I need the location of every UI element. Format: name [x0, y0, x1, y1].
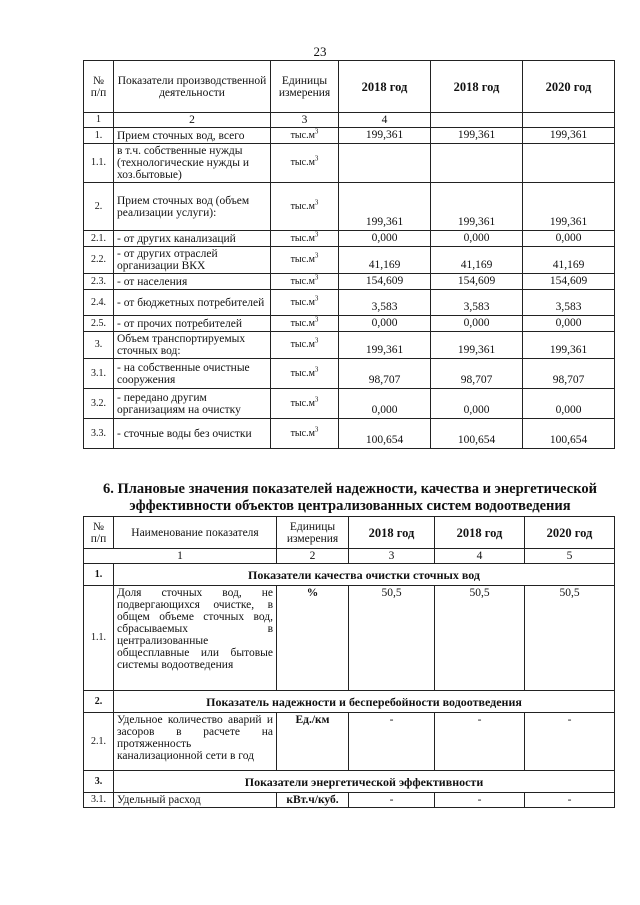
row-value-year-1: 50,5: [349, 586, 435, 691]
row-value-year-3: 41,169: [523, 247, 615, 274]
table-row: [84, 389, 615, 419]
unit-text: тыс.м: [290, 367, 315, 379]
table-row: [84, 183, 615, 231]
unit-superscript: 3: [314, 425, 319, 434]
unit-superscript: 3: [314, 315, 319, 324]
index-cell: 4: [435, 549, 525, 564]
row-indicator-name: - на собственные очистные сооружения: [114, 359, 271, 389]
row-value-year-2: 3,583: [431, 290, 523, 316]
row-value-year-2: 100,654: [431, 419, 523, 449]
row-indicator-name: - от прочих потребителей: [114, 316, 271, 332]
unit-text: тыс.м: [290, 339, 315, 350]
unit-text: тыс.м: [290, 254, 315, 265]
table-row: [84, 128, 615, 144]
unit-superscript: 3: [314, 336, 319, 345]
row-indicator-name: в т.ч. собственные нужды (технологические нужды и хоз.бытовые): [114, 144, 271, 183]
table-row: [84, 419, 615, 449]
table-row: [84, 247, 615, 274]
header-year-2: 2018 год: [431, 61, 523, 113]
table-row: [84, 713, 615, 771]
row-value-year-2: 0,000: [431, 389, 523, 419]
row-value-year-2: 0,000: [431, 316, 523, 332]
header-unit: Единицы измерения: [271, 61, 339, 113]
unit-text: тыс.м: [290, 232, 315, 244]
table-row: [84, 274, 615, 290]
table-row: [84, 144, 615, 183]
table-row: [84, 793, 615, 808]
row-value-year-3: 0,000: [523, 316, 615, 332]
row-indicator-name: - от населения: [114, 274, 271, 290]
row-number: 2.: [84, 183, 114, 231]
row-value-year-1: 98,707: [339, 359, 431, 389]
row-value-year-2: 199,361: [431, 332, 523, 359]
row-indicator-name: - от других отраслей организации ВКХ: [114, 247, 271, 274]
row-value-year-2: 154,609: [431, 274, 523, 290]
section-title: Показатели энергетической эффективности: [114, 771, 615, 793]
header-year-3: 2020 год: [525, 517, 615, 549]
section-header-row: [84, 691, 615, 713]
row-value-year-3: 154,609: [523, 274, 615, 290]
row-value-year-1: 199,361: [339, 332, 431, 359]
row-value-year-1: 0,000: [339, 389, 431, 419]
row-unit: Ед./км: [277, 713, 349, 771]
row-unit: [271, 359, 339, 389]
index-cell: [431, 113, 523, 128]
row-number: 3.3.: [84, 419, 114, 449]
row-value-year-1: 0,000: [339, 231, 431, 247]
header-num: № п/п: [84, 61, 114, 113]
section-header-row: [84, 771, 615, 793]
index-cell: 2: [277, 549, 349, 564]
row-value-year-2: 41,169: [431, 247, 523, 274]
row-indicator-name: Доля сточных вод, не подвергающихся очистке, в общем объеме сточных вод, сбрасываемых в централизованные общесплавные или бытовые системы водоотведения: [114, 586, 277, 691]
row-value-year-3: 0,000: [523, 389, 615, 419]
page-number: 23: [313, 44, 327, 59]
section-number: 1.: [84, 564, 114, 586]
row-value-year-2: 98,707: [431, 359, 523, 389]
index-cell: 3: [271, 113, 339, 128]
index-cell: 4: [339, 113, 431, 128]
row-unit: [271, 316, 339, 332]
row-value-year-1: 3,583: [339, 290, 431, 316]
header-year-1: 2018 год: [339, 61, 431, 113]
row-indicator-name: - сточные воды без очистки: [114, 419, 271, 449]
row-number: 1.: [84, 128, 114, 144]
row-value-year-2: 0,000: [431, 231, 523, 247]
section-6-heading-line1: 6. Плановые значения показателей надежности, качества и энергетической: [103, 481, 597, 497]
row-unit: [271, 419, 339, 449]
row-value-year-3: 0,000: [523, 231, 615, 247]
table-row: [84, 359, 615, 389]
row-number: 2.4.: [84, 290, 114, 316]
row-unit: %: [277, 586, 349, 691]
row-value-year-3: 199,361: [523, 332, 615, 359]
row-indicator-name: - от других канализаций: [114, 231, 271, 247]
row-number: 2.1.: [84, 713, 114, 771]
row-value-year-3: 50,5: [525, 586, 615, 691]
row-value-year-1: -: [349, 713, 435, 771]
index-cell: [523, 113, 615, 128]
row-number: 2.1.: [84, 231, 114, 247]
unit-superscript: 3: [314, 230, 319, 239]
index-cell: 3: [349, 549, 435, 564]
table-row: [84, 332, 615, 359]
row-value-year-3: 98,707: [523, 359, 615, 389]
row-value-year-1: 154,609: [339, 274, 431, 290]
unit-text: тыс.м: [290, 129, 315, 141]
row-unit: кВт.ч/куб.: [277, 793, 349, 808]
row-indicator-name: Объем транспортируемых сточных вод:: [114, 332, 271, 359]
row-indicator-name: - передано другим организациям на очистку: [114, 389, 271, 419]
row-value-year-2: 199,361: [431, 128, 523, 144]
row-value-year-3: -: [525, 793, 615, 808]
unit-superscript: 3: [314, 251, 319, 260]
row-indicator-name: Удельное количество аварий и засоров в расчете на протяженность канализационной сети в год: [114, 713, 277, 771]
unit-text: тыс.м: [290, 157, 315, 168]
section-6-heading-line2: эффективности объектов централизованных систем водоотведения: [129, 498, 571, 514]
row-value-year-1: 0,000: [339, 316, 431, 332]
row-unit: [271, 290, 339, 316]
header-num: № п/п: [84, 517, 114, 549]
row-unit: [271, 247, 339, 274]
row-number: 3.1.: [84, 793, 114, 808]
index-cell: 2: [114, 113, 271, 128]
table-header-row: [84, 61, 615, 113]
production-indicators-table: [83, 60, 615, 449]
section-title: Показатели качества очистки сточных вод: [114, 564, 615, 586]
index-row: [84, 113, 615, 128]
header-year-3: 2020 год: [523, 61, 615, 113]
row-value-year-2: [431, 144, 523, 183]
row-value-year-1: 41,169: [339, 247, 431, 274]
index-cell: 1: [84, 549, 277, 564]
row-value-year-1: [339, 144, 431, 183]
row-value-year-3: 3,583: [523, 290, 615, 316]
row-unit: [271, 389, 339, 419]
row-unit: [271, 183, 339, 231]
header-unit: Единицы измерения: [277, 517, 349, 549]
row-value-year-3: [523, 144, 615, 183]
row-number: 3.2.: [84, 389, 114, 419]
table-header-row: [84, 517, 615, 549]
unit-text: тыс.м: [290, 427, 315, 439]
section-6-heading: [83, 481, 617, 515]
index-cell: 5: [525, 549, 615, 564]
unit-text: тыс.м: [290, 317, 315, 329]
header-year-1: 2018 год: [349, 517, 435, 549]
section-header-row: [84, 564, 615, 586]
unit-text: тыс.м: [290, 397, 315, 409]
row-indicator-name: - от бюджетных потребителей: [114, 290, 271, 316]
row-indicator-name: Прием сточных вод, всего: [114, 128, 271, 144]
row-unit: [271, 274, 339, 290]
section-title: Показатель надежности и бесперебойности водоотведения: [114, 691, 615, 713]
row-value-year-1: 199,361: [339, 183, 431, 231]
row-value-year-2: 199,361: [431, 183, 523, 231]
reliability-indicators-table: [83, 516, 615, 808]
unit-superscript: 3: [314, 127, 319, 136]
row-number: 2.5.: [84, 316, 114, 332]
row-number: 2.2.: [84, 247, 114, 274]
row-number: 3.: [84, 332, 114, 359]
row-indicator-name: Прием сточных вод (объем реализации услуги):: [114, 183, 271, 231]
row-unit: [271, 231, 339, 247]
row-value-year-1: 199,361: [339, 128, 431, 144]
index-row: [84, 549, 615, 564]
table-row: [84, 316, 615, 332]
header-indicator: Показатели производственной деятельности: [114, 61, 271, 113]
index-cell: 1: [84, 113, 114, 128]
header-name: Наименование показателя: [114, 517, 277, 549]
unit-superscript: 3: [314, 365, 319, 374]
row-number: 1.1.: [84, 144, 114, 183]
row-value-year-3: 100,654: [523, 419, 615, 449]
unit-superscript: 3: [314, 395, 319, 404]
unit-text: тыс.м: [290, 275, 315, 287]
row-number: 2.3.: [84, 274, 114, 290]
row-unit: [271, 128, 339, 144]
table-row: [84, 231, 615, 247]
unit-text: тыс.м: [290, 200, 315, 212]
row-number: 1.1.: [84, 586, 114, 691]
section-number: 2.: [84, 691, 114, 713]
row-value-year-2: -: [435, 713, 525, 771]
row-number: 3.1.: [84, 359, 114, 389]
header-year-2: 2018 год: [435, 517, 525, 549]
row-value-year-3: -: [525, 713, 615, 771]
row-indicator-name: Удельный расход: [114, 793, 277, 808]
table-row: [84, 586, 615, 691]
unit-superscript: 3: [314, 198, 319, 207]
row-value-year-3: 199,361: [523, 183, 615, 231]
row-unit: [271, 144, 339, 183]
unit-superscript: 3: [314, 294, 319, 303]
unit-text: тыс.м: [290, 296, 315, 308]
row-unit: [271, 332, 339, 359]
section-number: 3.: [84, 771, 114, 793]
unit-superscript: 3: [314, 273, 319, 282]
row-value-year-1: 100,654: [339, 419, 431, 449]
table-row: [84, 290, 615, 316]
row-value-year-2: -: [435, 793, 525, 808]
unit-superscript: 3: [314, 154, 319, 163]
row-value-year-3: 199,361: [523, 128, 615, 144]
row-value-year-2: 50,5: [435, 586, 525, 691]
row-value-year-1: -: [349, 793, 435, 808]
